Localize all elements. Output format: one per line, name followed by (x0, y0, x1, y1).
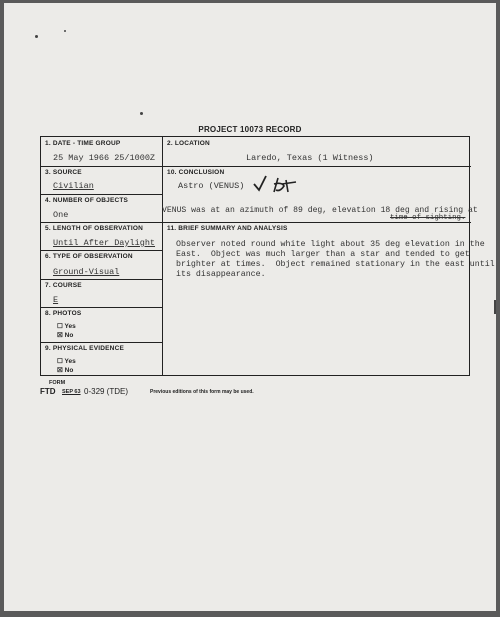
type-of-observation-value: Ground-Visual (53, 267, 120, 277)
form-number: 0-329 (TDE) (84, 387, 129, 396)
scan-speck (494, 300, 496, 314)
photos-cell (41, 307, 162, 342)
form-id: FTD (40, 387, 56, 396)
conclusion-detail: VENUS was at an azimuth of 89 deg, elevation 18 deg and rising at (162, 206, 478, 215)
scan-speck (140, 112, 143, 115)
photos-label: 8. PHOTOS (45, 310, 82, 317)
number-of-objects-label: 4. NUMBER OF OBJECTS (45, 197, 129, 204)
physical-evidence-cell (41, 342, 162, 377)
length-of-observation-label: 5. LENGTH OF OBSERVATION (45, 225, 143, 232)
form-date: SEP 63 (62, 389, 81, 395)
conclusion-detail-continued: time of sighting. (390, 214, 466, 222)
date-time-group-value: 25 May 1966 25/1000Z (53, 153, 156, 163)
length-of-observation-cell (41, 222, 162, 250)
date-time-group-cell (41, 137, 162, 166)
record-title: PROJECT 10073 RECORD (198, 125, 302, 134)
source-value: Civilian (53, 181, 94, 191)
source-cell (41, 166, 162, 194)
scan-speck (35, 35, 38, 38)
brief-summary-label: 11. BRIEF SUMMARY AND ANALYSIS (167, 225, 288, 232)
number-of-objects-value: One (53, 210, 69, 220)
conclusion-value: Astro (VENUS) (178, 181, 245, 191)
date-time-group-label: 1. DATE - TIME GROUP (45, 140, 121, 147)
form-notice: Previous editions of this form may be used. (150, 389, 254, 395)
brief-summary-cell (162, 222, 495, 377)
location-value: Laredo, Texas (1 Witness) (246, 153, 374, 163)
course-label: 7. COURSE (45, 282, 82, 289)
conclusion-cell (162, 166, 478, 222)
brief-summary-text: Observer noted round white light about 35 deg elevation in the East. Object was much larger than a star and tended to get brighter at times. Object remained stationary in the east until its disappearance. (176, 240, 495, 279)
location-cell (162, 137, 471, 166)
course-cell (41, 279, 162, 307)
conclusion-label: 10. CONCLUSION (167, 169, 225, 176)
source-label: 3. SOURCE (45, 169, 82, 176)
handwritten-check-mark (252, 172, 312, 196)
physical-evidence-yes-checkbox: ☐ Yes (57, 358, 76, 365)
location-label: 2. LOCATION (167, 140, 210, 147)
type-of-observation-cell (41, 250, 162, 279)
course-value: E (53, 295, 59, 305)
photos-no-checkbox: ☒ No (57, 332, 74, 339)
photos-yes-checkbox: ☐ Yes (57, 323, 76, 330)
number-of-objects-cell (41, 194, 162, 222)
record-form (40, 136, 495, 376)
physical-evidence-label: 9. PHYSICAL EVIDENCE (45, 345, 125, 352)
physical-evidence-no-checkbox: ☒ No (57, 367, 74, 374)
form-label: FORM (49, 380, 66, 386)
type-of-observation-label: 6. TYPE OF OBSERVATION (45, 253, 133, 260)
scan-speck (64, 30, 66, 32)
length-of-observation-value: Until After Daylight (53, 238, 156, 248)
